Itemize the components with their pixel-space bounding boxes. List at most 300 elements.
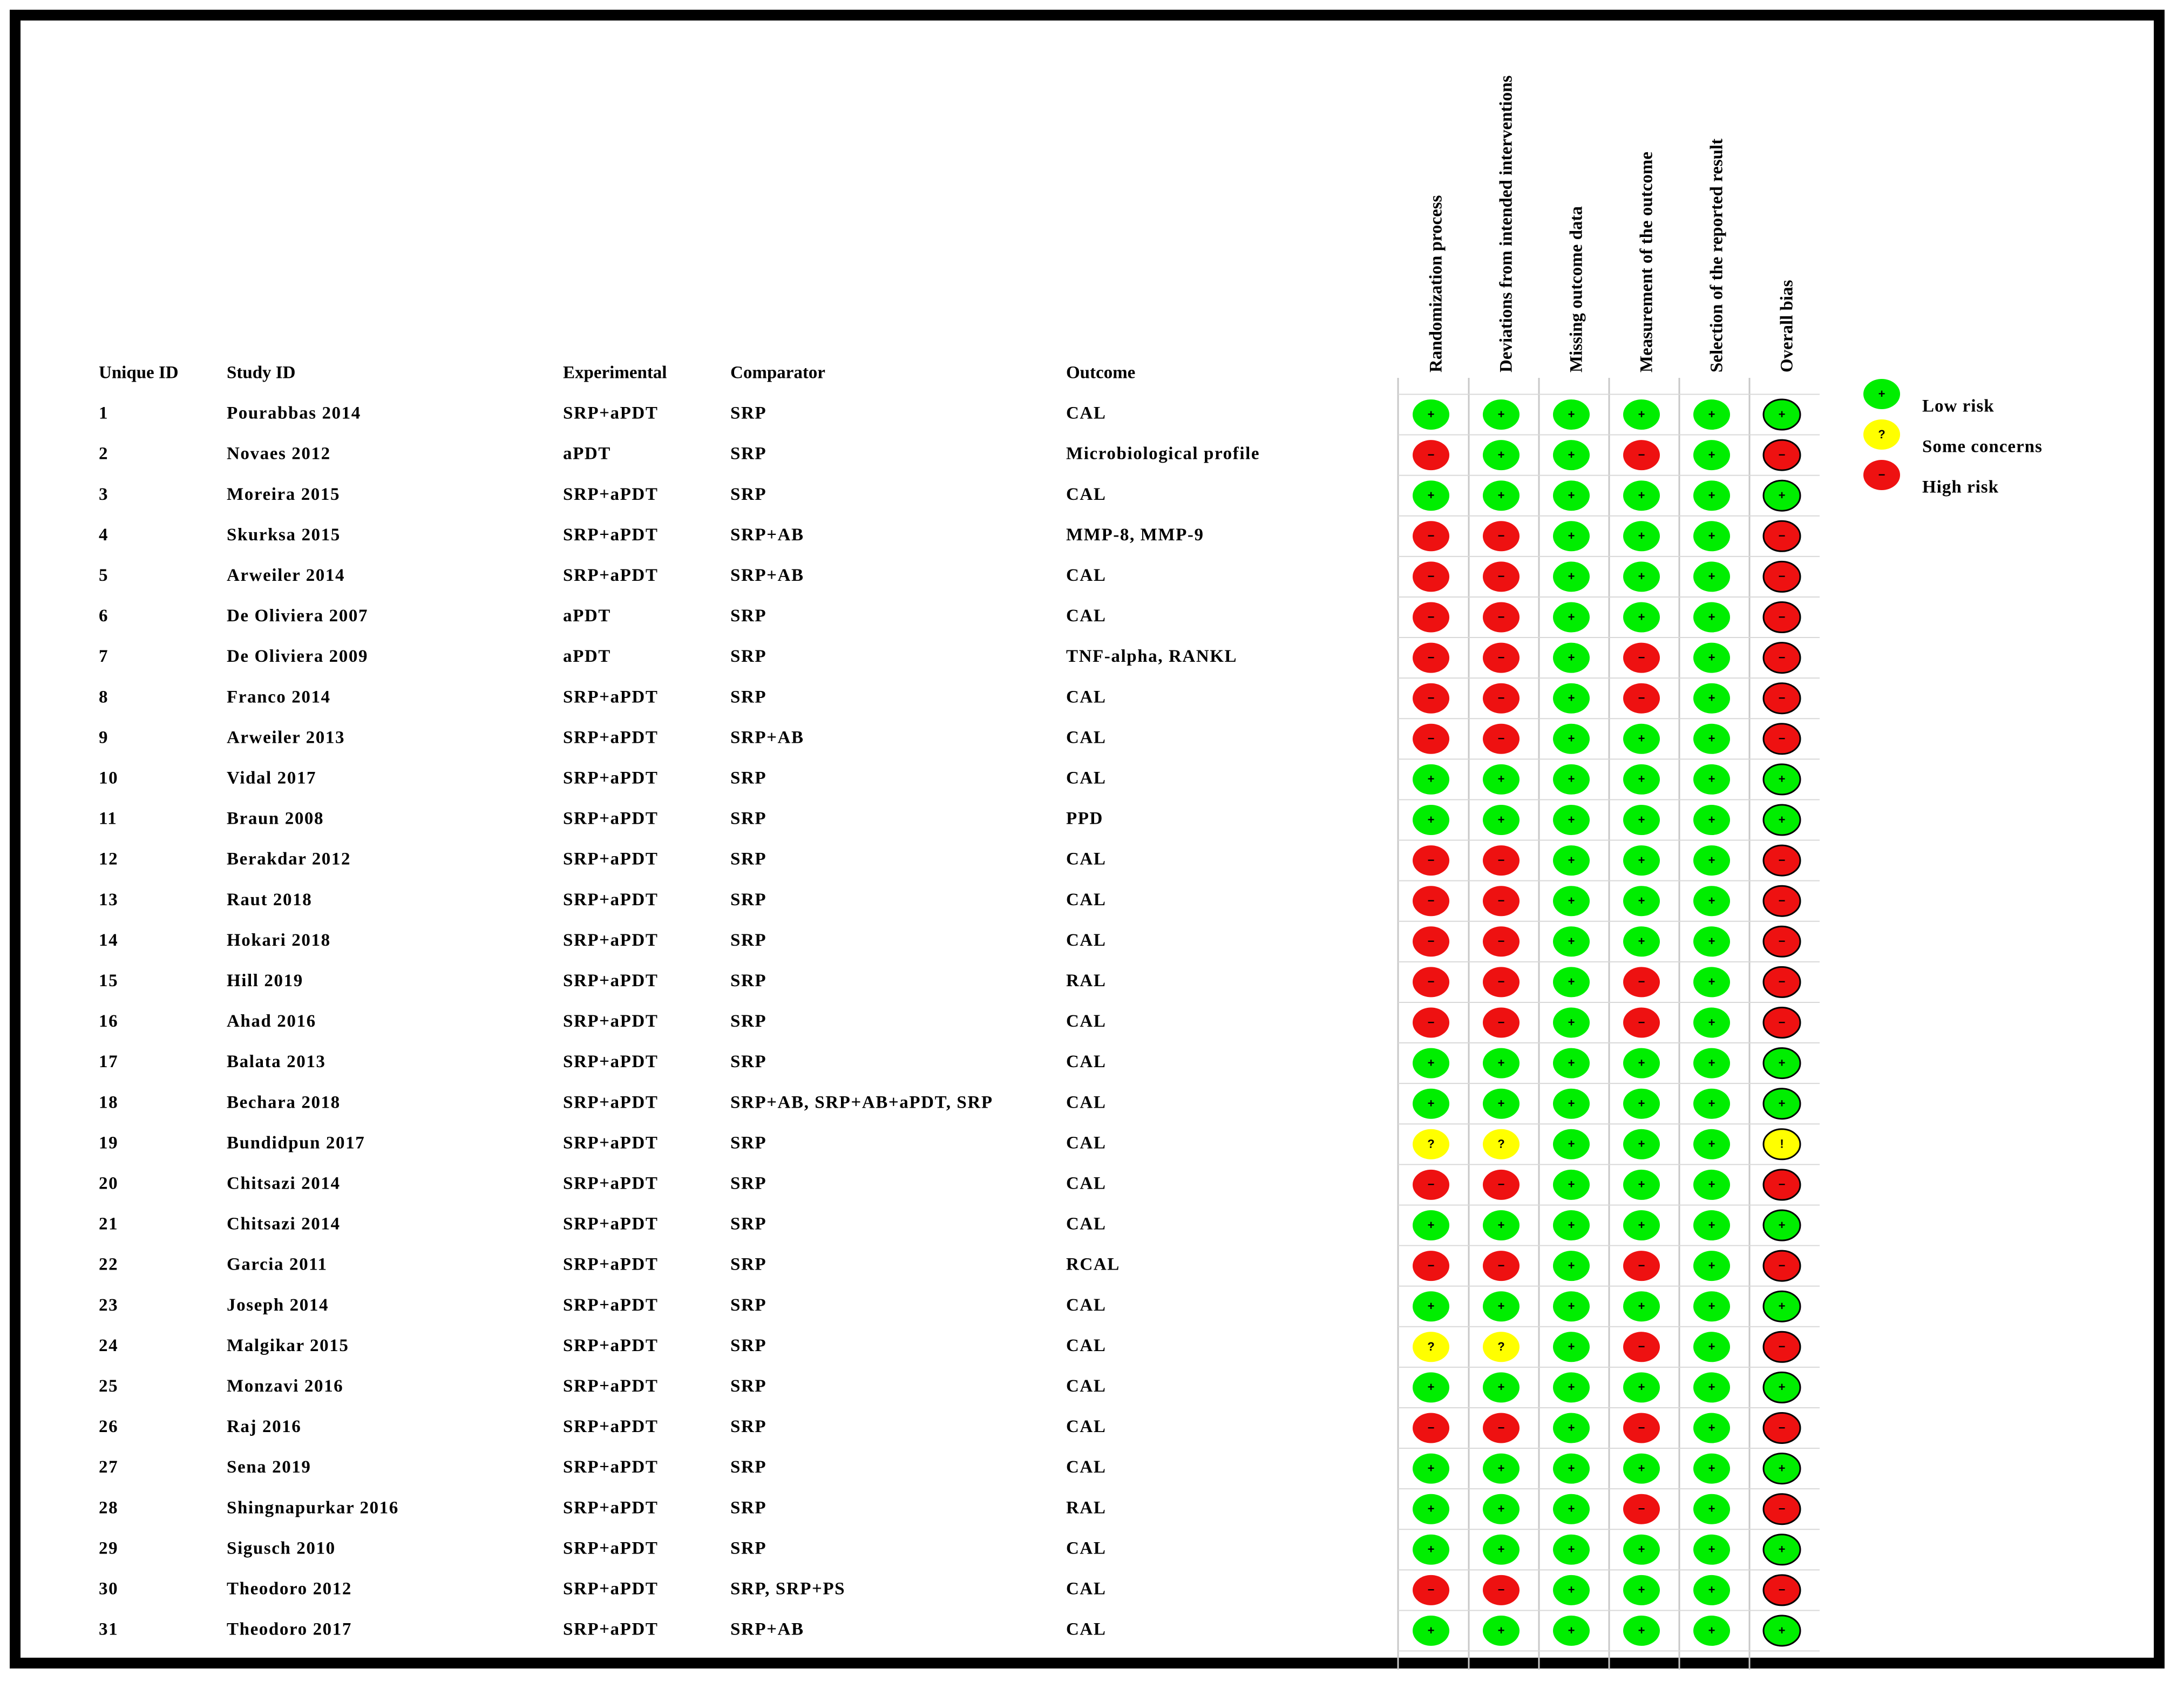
rating-symbol: + bbox=[1568, 934, 1575, 948]
rating-symbol: + bbox=[1638, 1056, 1645, 1070]
row-study-id: Raj 2016 bbox=[227, 1417, 302, 1437]
row-comparator: SRP, SRP+PS bbox=[730, 1579, 846, 1599]
rating-symbol: + bbox=[1638, 610, 1645, 624]
row-unique-id: 30 bbox=[99, 1579, 119, 1599]
rating-symbol: + bbox=[1708, 569, 1715, 584]
rating-symbol: + bbox=[1708, 1340, 1715, 1354]
row-unique-id: 23 bbox=[99, 1295, 119, 1315]
row-study-id: Skurksa 2015 bbox=[227, 525, 341, 545]
row-outcome: CAL bbox=[1066, 1295, 1107, 1315]
row-study-id: Hokari 2018 bbox=[227, 930, 331, 950]
row-comparator: SRP bbox=[730, 1335, 767, 1355]
row-unique-id: 8 bbox=[99, 687, 109, 707]
row-unique-id: 26 bbox=[99, 1417, 119, 1437]
row-experimental: SRP+aPDT bbox=[563, 1417, 659, 1437]
row-outcome: CAL bbox=[1066, 1052, 1107, 1072]
row-experimental: SRP+aPDT bbox=[563, 403, 659, 423]
row-unique-id: 14 bbox=[99, 930, 119, 950]
rating-symbol: + bbox=[1427, 1056, 1435, 1070]
row-study-id: Raut 2018 bbox=[227, 890, 313, 910]
rating-symbol: − bbox=[1497, 1583, 1505, 1597]
rating-symbol: + bbox=[1568, 1015, 1575, 1029]
domain-header: Randomization process bbox=[1426, 195, 1446, 372]
row-experimental: SRP+aPDT bbox=[563, 1619, 659, 1639]
row-experimental: SRP+aPDT bbox=[563, 1498, 659, 1518]
rating-symbol: + bbox=[1568, 1096, 1575, 1110]
rating-symbol: − bbox=[1497, 1015, 1505, 1029]
row-unique-id: 22 bbox=[99, 1254, 119, 1274]
row-study-id: Sigusch 2010 bbox=[227, 1538, 336, 1558]
rating-symbol: + bbox=[1568, 1542, 1575, 1556]
row-outcome: RCAL bbox=[1066, 1254, 1120, 1274]
rating-symbol: + bbox=[1568, 1623, 1575, 1637]
row-comparator: SRP bbox=[730, 1052, 767, 1072]
row-experimental: SRP+aPDT bbox=[563, 1052, 659, 1072]
row-outcome: CAL bbox=[1066, 1012, 1107, 1032]
row-unique-id: 18 bbox=[99, 1093, 119, 1113]
rating-symbol: + bbox=[1708, 894, 1715, 908]
rating-symbol: + bbox=[1497, 1299, 1505, 1313]
rating-symbol: + bbox=[1568, 975, 1575, 989]
header-experimental: Experimental bbox=[563, 363, 667, 383]
rating-symbol: − bbox=[1638, 975, 1645, 989]
rating-symbol: − bbox=[1497, 1258, 1505, 1272]
rating-symbol: + bbox=[1778, 489, 1786, 503]
row-comparator: SRP bbox=[730, 1133, 767, 1153]
row-study-id: Joseph 2014 bbox=[227, 1295, 329, 1315]
rating-symbol: − bbox=[1427, 529, 1435, 543]
row-comparator: SRP+AB bbox=[730, 525, 804, 545]
rating-symbol: + bbox=[1568, 853, 1575, 867]
row-outcome: CAL bbox=[1066, 1214, 1107, 1234]
rating-symbol: + bbox=[1427, 1218, 1435, 1232]
header-unique-id: Unique ID bbox=[99, 363, 179, 383]
rating-symbol: + bbox=[1638, 894, 1645, 908]
rating-symbol: + bbox=[1427, 1380, 1435, 1394]
rating-symbol: − bbox=[1638, 1258, 1645, 1272]
rating-symbol: − bbox=[1497, 650, 1505, 664]
rating-symbol: + bbox=[1568, 1421, 1575, 1435]
rating-symbol: ! bbox=[1780, 1137, 1784, 1151]
rating-symbol: − bbox=[1427, 731, 1435, 745]
row-study-id: Arweiler 2013 bbox=[227, 728, 345, 748]
rating-symbol: + bbox=[1708, 650, 1715, 664]
rating-symbol: + bbox=[1638, 407, 1645, 421]
rating-symbol: + bbox=[1427, 489, 1435, 503]
rating-symbol: − bbox=[1638, 1421, 1645, 1435]
rating-symbol: + bbox=[1638, 731, 1645, 745]
row-unique-id: 12 bbox=[99, 849, 119, 869]
rating-symbol: − bbox=[1427, 853, 1435, 867]
rating-symbol: + bbox=[1708, 853, 1715, 867]
row-outcome: CAL bbox=[1066, 687, 1107, 707]
rating-symbol: + bbox=[1568, 772, 1575, 786]
row-study-id: De Oliviera 2007 bbox=[227, 606, 369, 626]
rating-symbol: − bbox=[1427, 894, 1435, 908]
rating-symbol: − bbox=[1778, 731, 1786, 745]
row-experimental: SRP+aPDT bbox=[563, 565, 659, 585]
rating-symbol: + bbox=[1708, 610, 1715, 624]
row-outcome: CAL bbox=[1066, 1133, 1107, 1153]
row-unique-id: 25 bbox=[99, 1376, 119, 1396]
row-study-id: Arweiler 2014 bbox=[227, 565, 345, 585]
row-outcome: CAL bbox=[1066, 1457, 1107, 1477]
rating-symbol: + bbox=[1497, 489, 1505, 503]
rating-symbol: − bbox=[1497, 731, 1505, 745]
row-unique-id: 9 bbox=[99, 728, 109, 748]
legend-label-high: High risk bbox=[1922, 477, 1999, 497]
row-comparator: SRP bbox=[730, 1174, 767, 1193]
row-comparator: SRP bbox=[730, 1295, 767, 1315]
domain-header: Missing outcome data bbox=[1566, 206, 1586, 372]
row-study-id: Berakdar 2012 bbox=[227, 849, 351, 869]
rating-symbol: − bbox=[1497, 569, 1505, 584]
row-comparator: SRP+AB bbox=[730, 1619, 804, 1639]
rating-symbol: + bbox=[1497, 1056, 1505, 1070]
rating-symbol: ? bbox=[1427, 1137, 1435, 1151]
rating-symbol: + bbox=[1427, 1502, 1435, 1516]
rating-symbol: − bbox=[1778, 447, 1786, 462]
row-unique-id: 1 bbox=[99, 403, 109, 423]
row-comparator: SRP bbox=[730, 403, 767, 423]
rating-symbol: − bbox=[1778, 894, 1786, 908]
domain-header: Measurement of the outcome bbox=[1637, 151, 1657, 372]
rating-symbol: + bbox=[1568, 447, 1575, 462]
row-outcome: CAL bbox=[1066, 606, 1107, 626]
row-experimental: SRP+aPDT bbox=[563, 809, 659, 829]
row-study-id: Vidal 2017 bbox=[227, 768, 317, 788]
row-experimental: SRP+aPDT bbox=[563, 1093, 659, 1113]
rating-symbol: − bbox=[1497, 853, 1505, 867]
rating-symbol: − bbox=[1427, 934, 1435, 948]
row-outcome: RAL bbox=[1066, 971, 1107, 991]
row-experimental: SRP+aPDT bbox=[563, 1579, 659, 1599]
row-study-id: Shingnapurkar 2016 bbox=[227, 1498, 399, 1518]
rating-symbol: − bbox=[1497, 1177, 1505, 1191]
row-unique-id: 10 bbox=[99, 768, 119, 788]
rating-symbol: − bbox=[1497, 610, 1505, 624]
rating-symbol: − bbox=[1497, 1421, 1505, 1435]
rating-symbol: − bbox=[1778, 1583, 1786, 1597]
row-outcome: CAL bbox=[1066, 728, 1107, 748]
rating-symbol: + bbox=[1568, 529, 1575, 543]
row-unique-id: 17 bbox=[99, 1052, 119, 1072]
rating-symbol: + bbox=[1638, 529, 1645, 543]
row-comparator: SRP bbox=[730, 647, 767, 667]
rating-symbol: + bbox=[1568, 731, 1575, 745]
rating-symbol: + bbox=[1638, 1380, 1645, 1394]
rating-symbol: − bbox=[1427, 1177, 1435, 1191]
row-outcome: CAL bbox=[1066, 403, 1107, 423]
row-experimental: SRP+aPDT bbox=[563, 1214, 659, 1234]
row-experimental: SRP+aPDT bbox=[563, 890, 659, 910]
rating-symbol: + bbox=[1778, 1218, 1786, 1232]
rating-symbol: − bbox=[1778, 853, 1786, 867]
rating-symbol: + bbox=[1708, 1096, 1715, 1110]
rating-symbol: + bbox=[1708, 772, 1715, 786]
row-comparator: SRP bbox=[730, 1457, 767, 1477]
rating-symbol: + bbox=[1568, 812, 1575, 826]
rating-symbol: + bbox=[1568, 1502, 1575, 1516]
row-outcome: CAL bbox=[1066, 1376, 1107, 1396]
row-unique-id: 15 bbox=[99, 971, 119, 991]
rating-symbol: + bbox=[1708, 1583, 1715, 1597]
rating-symbol: + bbox=[1497, 447, 1505, 462]
rating-symbol: + bbox=[1708, 1502, 1715, 1516]
rating-symbol: + bbox=[1568, 1218, 1575, 1232]
rating-symbol: − bbox=[1778, 1502, 1786, 1516]
row-experimental: SRP+aPDT bbox=[563, 1295, 659, 1315]
row-outcome: CAL bbox=[1066, 930, 1107, 950]
row-experimental: SRP+aPDT bbox=[563, 1012, 659, 1032]
rating-symbol: + bbox=[1568, 1056, 1575, 1070]
rating-symbol: − bbox=[1427, 1258, 1435, 1272]
rating-symbol: ? bbox=[1497, 1137, 1505, 1151]
row-experimental: SRP+aPDT bbox=[563, 1174, 659, 1193]
row-experimental: SRP+aPDT bbox=[563, 768, 659, 788]
row-study-id: Braun 2008 bbox=[227, 809, 324, 829]
rating-symbol: + bbox=[1708, 1218, 1715, 1232]
rating-symbol: + bbox=[1497, 1096, 1505, 1110]
row-outcome: CAL bbox=[1066, 1619, 1107, 1639]
rating-symbol: + bbox=[1568, 1380, 1575, 1394]
row-comparator: SRP bbox=[730, 1417, 767, 1437]
rating-symbol: + bbox=[1497, 812, 1505, 826]
rating-symbol: + bbox=[1568, 489, 1575, 503]
rating-symbol: + bbox=[1427, 1096, 1435, 1110]
row-comparator: SRP bbox=[730, 768, 767, 788]
rating-symbol: + bbox=[1497, 1623, 1505, 1637]
rating-symbol: + bbox=[1638, 1218, 1645, 1232]
row-experimental: SRP+aPDT bbox=[563, 1538, 659, 1558]
rating-symbol: − bbox=[1638, 691, 1645, 705]
rating-symbol: + bbox=[1708, 1299, 1715, 1313]
rating-symbol: + bbox=[1568, 1299, 1575, 1313]
rating-symbol: + bbox=[1708, 975, 1715, 989]
row-outcome: CAL bbox=[1066, 768, 1107, 788]
row-unique-id: 3 bbox=[99, 484, 109, 504]
rating-symbol: − bbox=[1427, 1583, 1435, 1597]
rating-symbol: − bbox=[1427, 447, 1435, 462]
rating-symbol: − bbox=[1497, 894, 1505, 908]
rating-symbol: + bbox=[1568, 1177, 1575, 1191]
rating-symbol: − bbox=[1427, 691, 1435, 705]
rating-symbol: − bbox=[1427, 975, 1435, 989]
rating-symbol: + bbox=[1708, 934, 1715, 948]
rating-symbol: − bbox=[1778, 691, 1786, 705]
rating-symbol: + bbox=[1638, 934, 1645, 948]
row-study-id: De Oliviera 2009 bbox=[227, 647, 369, 667]
row-outcome: CAL bbox=[1066, 1538, 1107, 1558]
rating-symbol: + bbox=[1708, 812, 1715, 826]
row-unique-id: 5 bbox=[99, 565, 109, 585]
rating-symbol: + bbox=[1778, 1380, 1786, 1394]
rating-symbol: + bbox=[1708, 1056, 1715, 1070]
rating-symbol: + bbox=[1778, 407, 1786, 421]
row-experimental: SRP+aPDT bbox=[563, 1457, 659, 1477]
header-outcome: Outcome bbox=[1066, 363, 1136, 383]
row-outcome: TNF-alpha, RANKL bbox=[1066, 647, 1238, 667]
row-comparator: SRP bbox=[730, 971, 767, 991]
row-comparator: SRP+AB, SRP+AB+aPDT, SRP bbox=[730, 1093, 993, 1113]
rating-symbol: + bbox=[1708, 407, 1715, 421]
rating-symbol: + bbox=[1427, 1299, 1435, 1313]
rating-symbol: + bbox=[1638, 1623, 1645, 1637]
rating-symbol: − bbox=[1497, 691, 1505, 705]
row-unique-id: 2 bbox=[99, 444, 109, 464]
header-comparator: Comparator bbox=[730, 363, 825, 383]
rating-symbol: − bbox=[1427, 650, 1435, 664]
rating-symbol: + bbox=[1568, 691, 1575, 705]
rating-symbol: − bbox=[1427, 569, 1435, 584]
row-study-id: Novaes 2012 bbox=[227, 444, 331, 464]
rating-symbol: + bbox=[1568, 650, 1575, 664]
row-outcome: CAL bbox=[1066, 1174, 1107, 1193]
rating-symbol: + bbox=[1778, 1096, 1786, 1110]
rating-symbol: + bbox=[1568, 1340, 1575, 1354]
rating-symbol: + bbox=[1497, 1218, 1505, 1232]
row-unique-id: 4 bbox=[99, 525, 109, 545]
row-experimental: SRP+aPDT bbox=[563, 930, 659, 950]
legend-symbol: ? bbox=[1878, 427, 1885, 441]
row-comparator: SRP bbox=[730, 890, 767, 910]
row-experimental: SRP+aPDT bbox=[563, 1133, 659, 1153]
row-comparator: SRP bbox=[730, 1376, 767, 1396]
rating-symbol: + bbox=[1427, 772, 1435, 786]
row-experimental: SRP+aPDT bbox=[563, 1335, 659, 1355]
row-comparator: SRP bbox=[730, 1254, 767, 1274]
row-experimental: SRP+aPDT bbox=[563, 687, 659, 707]
row-outcome: CAL bbox=[1066, 565, 1107, 585]
rating-symbol: + bbox=[1568, 1461, 1575, 1475]
rating-symbol: − bbox=[1427, 1421, 1435, 1435]
rating-symbol: − bbox=[1778, 569, 1786, 584]
row-comparator: SRP bbox=[730, 687, 767, 707]
rating-symbol: + bbox=[1638, 853, 1645, 867]
row-unique-id: 11 bbox=[99, 809, 118, 829]
rating-symbol: ? bbox=[1427, 1340, 1435, 1354]
domain-header: Overall bias bbox=[1777, 280, 1797, 372]
rating-symbol: + bbox=[1778, 1299, 1786, 1313]
row-study-id: Franco 2014 bbox=[227, 687, 331, 707]
row-unique-id: 16 bbox=[99, 1012, 119, 1032]
row-study-id: Theodoro 2012 bbox=[227, 1579, 352, 1599]
row-comparator: SRP bbox=[730, 849, 767, 869]
row-study-id: Hill 2019 bbox=[227, 971, 303, 991]
row-comparator: SRP bbox=[730, 1498, 767, 1518]
rating-symbol: − bbox=[1778, 1258, 1786, 1272]
legend-label-some: Some concerns bbox=[1922, 437, 2043, 457]
row-comparator: SRP bbox=[730, 1012, 767, 1032]
rating-symbol: + bbox=[1638, 1299, 1645, 1313]
rating-symbol: − bbox=[1638, 1015, 1645, 1029]
rating-symbol: − bbox=[1497, 934, 1505, 948]
row-experimental: aPDT bbox=[563, 647, 611, 667]
row-comparator: SRP bbox=[730, 930, 767, 950]
legend-symbol: − bbox=[1878, 467, 1885, 481]
rating-symbol: + bbox=[1708, 447, 1715, 462]
row-outcome: Microbiological profile bbox=[1066, 444, 1260, 464]
rating-symbol: + bbox=[1708, 529, 1715, 543]
rating-symbol: + bbox=[1568, 1583, 1575, 1597]
header-study-id: Study ID bbox=[227, 363, 296, 383]
row-comparator: SRP+AB bbox=[730, 565, 804, 585]
row-outcome: MMP-8, MMP-9 bbox=[1066, 525, 1204, 545]
rating-symbol: + bbox=[1778, 1623, 1786, 1637]
row-outcome: CAL bbox=[1066, 890, 1107, 910]
rating-symbol: + bbox=[1708, 1137, 1715, 1151]
row-study-id: Sena 2019 bbox=[227, 1457, 311, 1477]
row-comparator: SRP+AB bbox=[730, 728, 804, 748]
rating-symbol: + bbox=[1638, 1096, 1645, 1110]
rating-symbol: + bbox=[1778, 812, 1786, 826]
rating-symbol: + bbox=[1638, 1583, 1645, 1597]
row-outcome: CAL bbox=[1066, 1417, 1107, 1437]
row-study-id: Monzavi 2016 bbox=[227, 1376, 344, 1396]
legend-label-low: Low risk bbox=[1922, 396, 1995, 416]
rating-symbol: + bbox=[1427, 1623, 1435, 1637]
row-experimental: SRP+aPDT bbox=[563, 1376, 659, 1396]
rating-symbol: − bbox=[1427, 610, 1435, 624]
row-outcome: CAL bbox=[1066, 484, 1107, 504]
row-unique-id: 31 bbox=[99, 1619, 119, 1639]
rating-symbol: − bbox=[1778, 975, 1786, 989]
row-unique-id: 13 bbox=[99, 890, 119, 910]
rating-symbol: + bbox=[1708, 1258, 1715, 1272]
row-study-id: Chitsazi 2014 bbox=[227, 1214, 341, 1234]
rating-symbol: + bbox=[1778, 1056, 1786, 1070]
rating-symbol: + bbox=[1778, 1461, 1786, 1475]
rating-symbol: + bbox=[1427, 812, 1435, 826]
rating-symbol: + bbox=[1638, 1137, 1645, 1151]
rating-symbol: − bbox=[1497, 975, 1505, 989]
row-study-id: Malgikar 2015 bbox=[227, 1335, 349, 1355]
row-study-id: Ahad 2016 bbox=[227, 1012, 316, 1032]
rating-symbol: − bbox=[1427, 1015, 1435, 1029]
row-study-id: Garcia 2011 bbox=[227, 1254, 328, 1274]
row-comparator: SRP bbox=[730, 484, 767, 504]
row-comparator: SRP bbox=[730, 809, 767, 829]
rating-symbol: + bbox=[1497, 1461, 1505, 1475]
rating-symbol: + bbox=[1638, 569, 1645, 584]
rating-symbol: − bbox=[1778, 610, 1786, 624]
row-unique-id: 24 bbox=[99, 1335, 119, 1355]
row-experimental: SRP+aPDT bbox=[563, 525, 659, 545]
rating-symbol: + bbox=[1638, 489, 1645, 503]
rating-symbol: ? bbox=[1497, 1340, 1505, 1354]
rating-symbol: + bbox=[1497, 1542, 1505, 1556]
rating-symbol: − bbox=[1778, 529, 1786, 543]
rating-symbol: + bbox=[1708, 1542, 1715, 1556]
rating-symbol: + bbox=[1708, 1421, 1715, 1435]
row-unique-id: 21 bbox=[99, 1214, 119, 1234]
rating-symbol: + bbox=[1708, 731, 1715, 745]
rating-symbol: + bbox=[1708, 1623, 1715, 1637]
rating-symbol: + bbox=[1638, 812, 1645, 826]
rating-symbol: − bbox=[1778, 1177, 1786, 1191]
rating-symbol: − bbox=[1778, 1340, 1786, 1354]
row-study-id: Chitsazi 2014 bbox=[227, 1174, 341, 1193]
rating-symbol: − bbox=[1638, 1502, 1645, 1516]
rating-symbol: − bbox=[1497, 529, 1505, 543]
rating-symbol: − bbox=[1778, 1015, 1786, 1029]
row-study-id: Bechara 2018 bbox=[227, 1093, 341, 1113]
row-experimental: aPDT bbox=[563, 606, 611, 626]
row-outcome: RAL bbox=[1066, 1498, 1107, 1518]
rating-symbol: + bbox=[1708, 1380, 1715, 1394]
row-comparator: SRP bbox=[730, 1538, 767, 1558]
rating-symbol: + bbox=[1497, 1502, 1505, 1516]
